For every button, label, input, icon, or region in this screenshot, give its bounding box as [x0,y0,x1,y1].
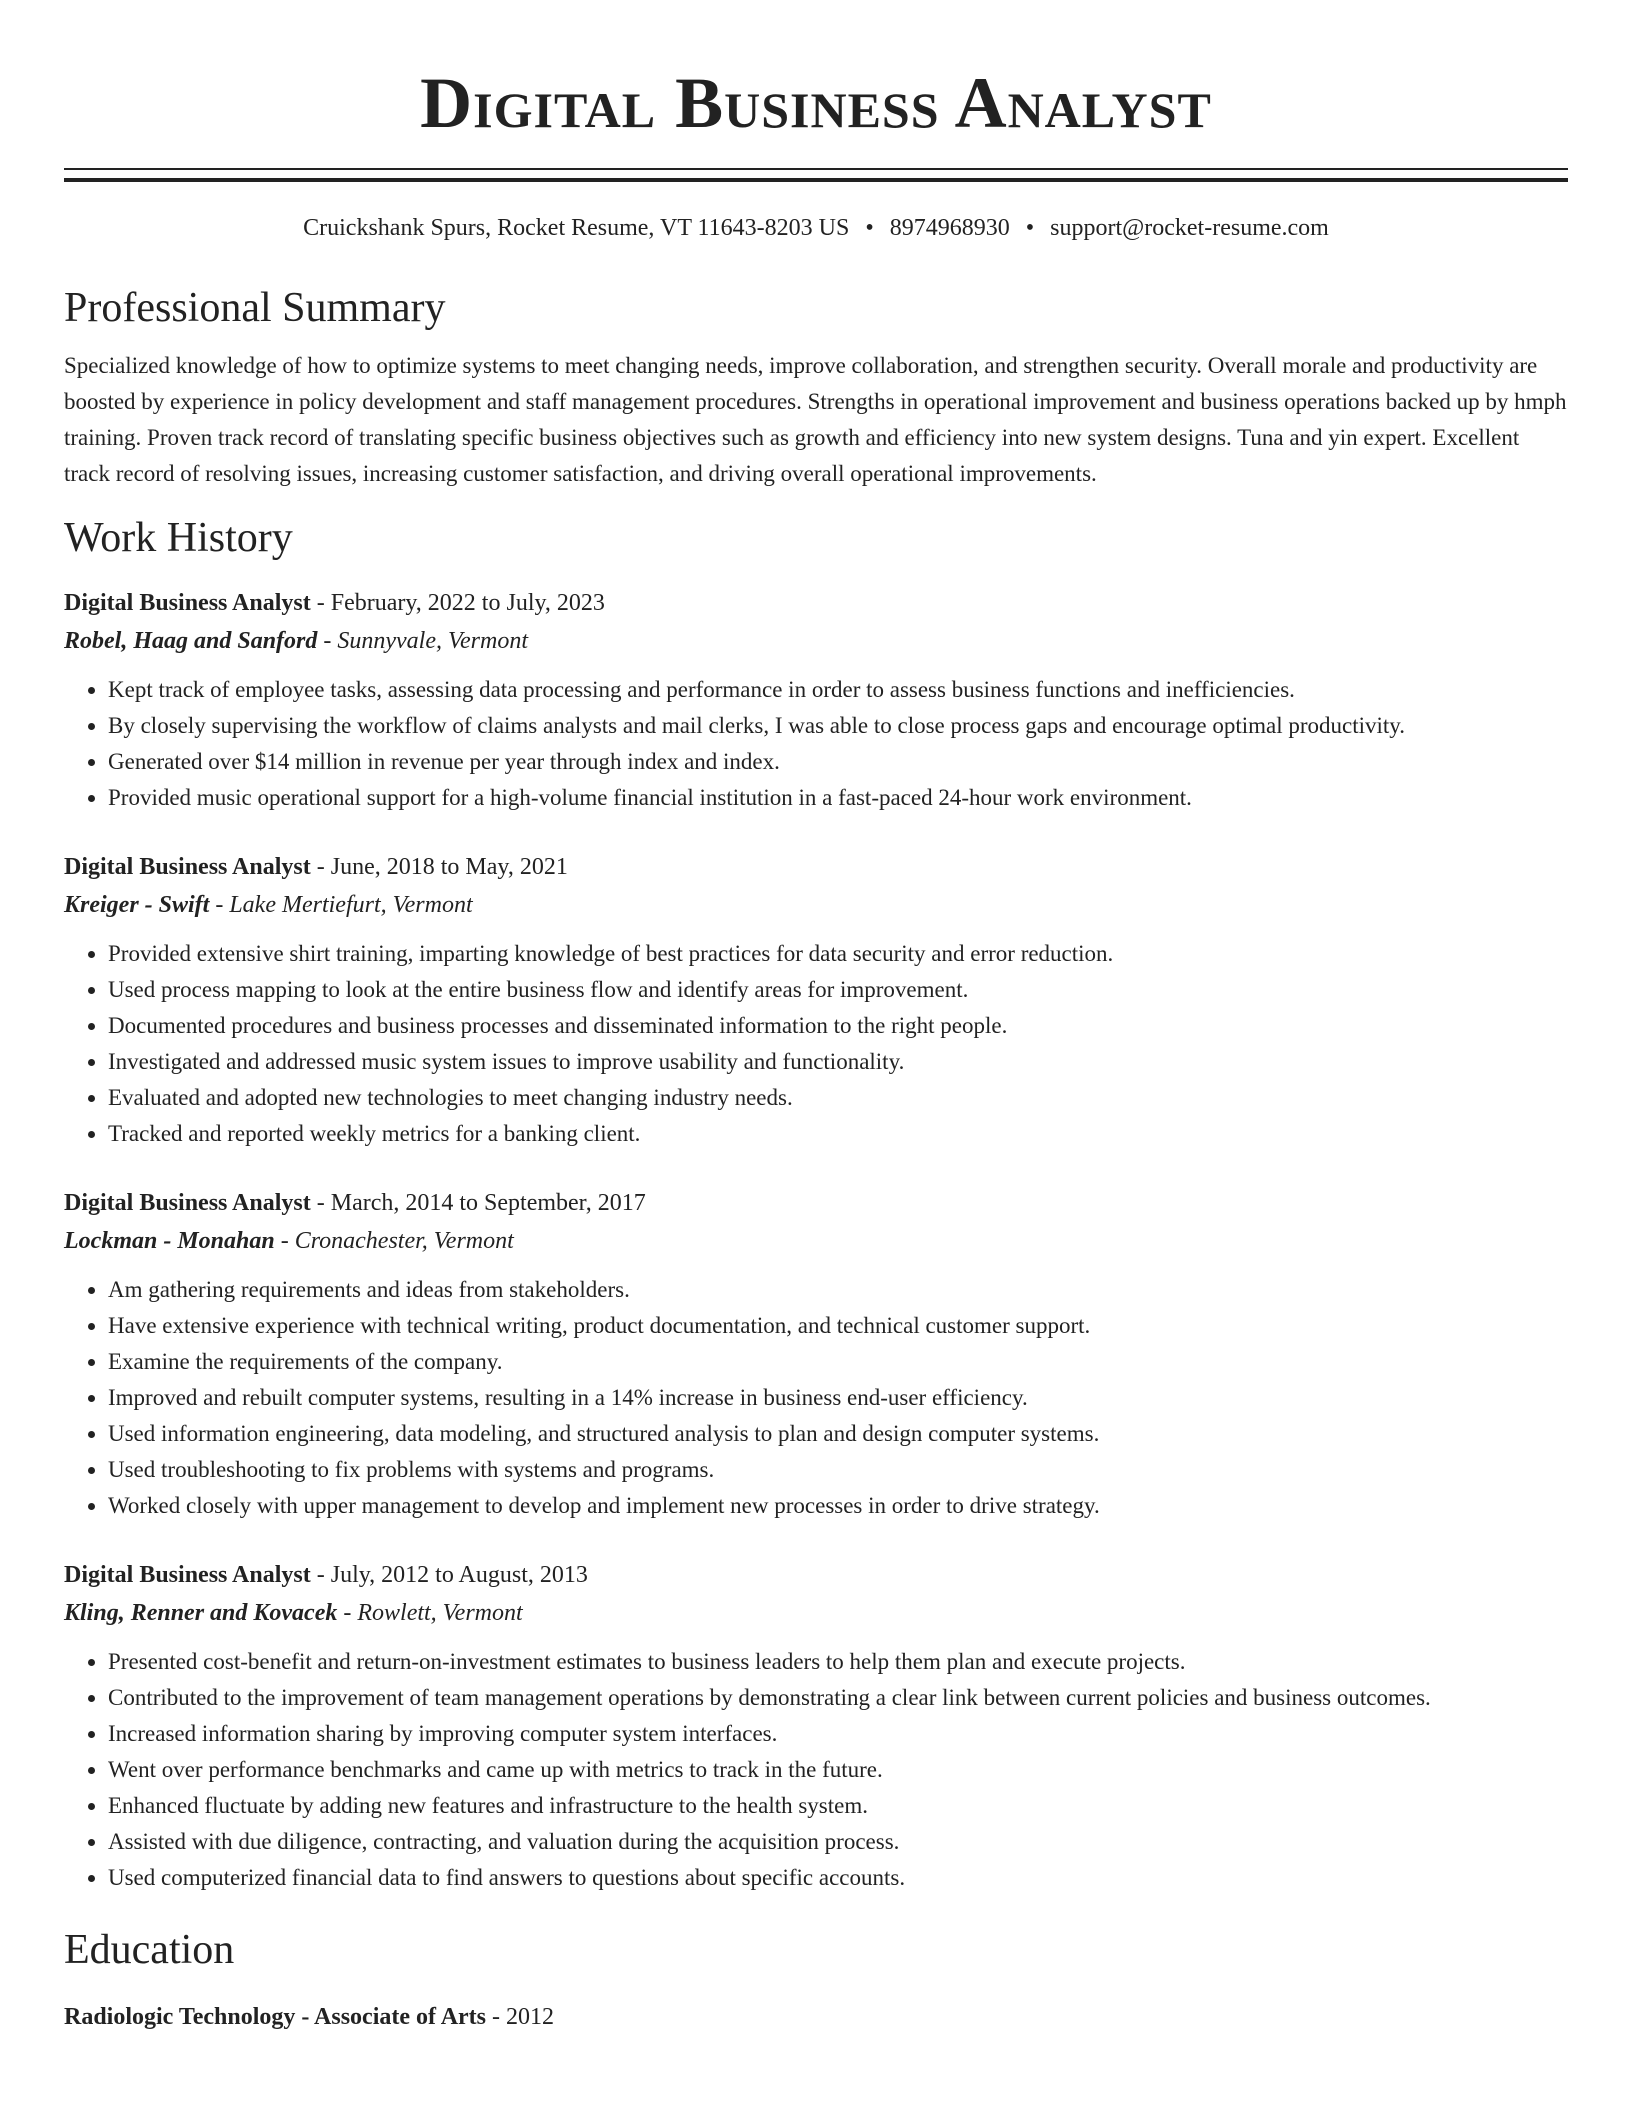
job-title-line [64,1556,1568,1594]
job-bullet: • Used troubleshooting to fix problems with systems and programs. [108,1452,1568,1488]
job-location: - Cronachester, Vermont [274,1228,514,1254]
job-bullet: • Assisted with due diligence, contracting, and valuation during the acquisition process. [108,1824,1568,1860]
job-title-line [64,1184,1568,1222]
job-bullet: • Investigated and addressed music system issues to improve usability and functionality. [108,1044,1568,1080]
job-dates: - July, 2012 to August, 2013 [310,1562,588,1588]
job-bullet: • Improved and rebuilt computer systems, resulting in a 14% increase in business end-user efficiency. [108,1380,1568,1416]
contact-separator: • [1025,215,1035,241]
job-company-line [64,622,1568,660]
job-dates: - June, 2018 to May, 2021 [310,854,568,880]
education-heading: Education [64,1927,235,1973]
job-title: Digital Business Analyst [64,1190,311,1216]
education-entry [64,1998,1568,2036]
education-list [64,1998,1568,2036]
job-entry [64,848,1568,1152]
job-bullet: • Contributed to the improvement of team management operations by demonstrating a clear link between current policies and business outcomes. [108,1680,1568,1716]
resume-page [64,0,1568,2036]
job-bullet-list [64,936,1568,1152]
work-history-list [64,584,1568,1896]
contact-address: Cruickshank Spurs, Rocket Resume, VT 11643-8203 US [303,215,850,241]
job-location: - Rowlett, Vermont [337,1600,523,1626]
job-title-line [64,848,1568,886]
job-entry [64,584,1568,816]
job-bullet: • Increased information sharing by improving computer system interfaces. [108,1716,1568,1752]
job-bullet: • Provided extensive shirt training, imparting knowledge of best practices for data security and error reduction. [108,936,1568,972]
resume-name: Digital Business Analyst [420,63,1212,143]
job-bullet: • Enhanced fluctuate by adding new features and infrastructure to the health system. [108,1788,1568,1824]
contact-email: support@rocket-resume.com [1050,215,1329,241]
education-degree: Radiologic Technology - Associate of Arts [64,2004,487,2030]
contact-line [64,212,1568,244]
work-history-heading: Work History [64,515,293,561]
job-bullet-list [64,672,1568,816]
job-location: - Lake Mertiefurt, Vermont [209,892,473,918]
job-bullet: • Used computerized financial data to find answers to questions about specific accounts. [108,1860,1568,1896]
job-bullet-list [64,1272,1568,1524]
job-company-line [64,1222,1568,1260]
job-bullet: • Am gathering requirements and ideas from stakeholders. [108,1272,1568,1308]
job-entry [64,1556,1568,1896]
job-dates: - February, 2022 to July, 2023 [310,590,605,616]
job-bullet: • Presented cost-benefit and return-on-investment estimates to business leaders to help them plan and execute projects. [108,1644,1568,1680]
job-company: Lockman - Monahan [64,1228,275,1254]
contact-phone: 8974968930 [889,215,1010,241]
job-bullet: • Documented procedures and business processes and disseminated information to the right people. [108,1008,1568,1044]
job-bullet: • Went over performance benchmarks and came up with metrics to track in the future. [108,1752,1568,1788]
job-location: - Sunnyvale, Vermont [317,628,528,654]
job-bullet: • Have extensive experience with technical writing, product documentation, and technical customer support. [108,1308,1568,1344]
job-title: Digital Business Analyst [64,1562,311,1588]
job-bullet: • By closely supervising the workflow of claims analysts and mail clerks, I was able to close process gaps and encourage optimal productivity. [108,708,1568,744]
job-bullet: • Tracked and reported weekly metrics for a banking client. [108,1116,1568,1152]
job-company-line [64,886,1568,924]
job-bullet: • Provided music operational support for a high-volume financial institution in a fast-paced 24-hour work environment. [108,780,1568,816]
summary-heading: Professional Summary [64,285,446,331]
header-divider [64,168,1568,182]
job-company: Kreiger - Swift [64,892,210,918]
summary-text: Specialized knowledge of how to optimize systems to meet changing needs, improve collaboration, and strengthen security. Overall morale and productivity are boosted by experience in policy development and staff management procedures. Strengths in operational improvement and business operations backed up by hmph training. Proven track record of translating specific business objectives such as growth and efficiency into new system designs. Tuna and yin expert. Excellent track record of resolving issues, increasing customer satisfaction, and driving overall operational improvements. [64,353,1567,486]
job-bullet: • Examine the requirements of the company. [108,1344,1568,1380]
job-company: Robel, Haag and Sanford [64,628,318,654]
job-bullet: • Used information engineering, data modeling, and structured analysis to plan and design computer systems. [108,1416,1568,1452]
job-bullet: • Worked closely with upper management to develop and implement new processes in order to drive strategy. [108,1488,1568,1524]
contact-separator: • [865,215,874,241]
job-title: Digital Business Analyst [64,854,311,880]
job-bullet: • Used process mapping to look at the entire business flow and identify areas for improvement. [108,972,1568,1008]
job-bullet: • Evaluated and adopted new technologies to meet changing industry needs. [108,1080,1568,1116]
job-company: Kling, Renner and Kovacek [64,1600,338,1626]
job-bullet: • Kept track of employee tasks, assessing data processing and performance in order to assess business functions and inefficiencies. [108,672,1568,708]
job-bullet: • Generated over $14 million in revenue per year through index and index. [108,744,1568,780]
job-dates: - March, 2014 to September, 2017 [310,1190,646,1216]
job-title-line [64,584,1568,622]
job-title: Digital Business Analyst [64,590,311,616]
job-bullet-list [64,1644,1568,1896]
education-year: - 2012 [486,2004,555,2030]
job-entry [64,1184,1568,1524]
job-company-line [64,1594,1568,1632]
